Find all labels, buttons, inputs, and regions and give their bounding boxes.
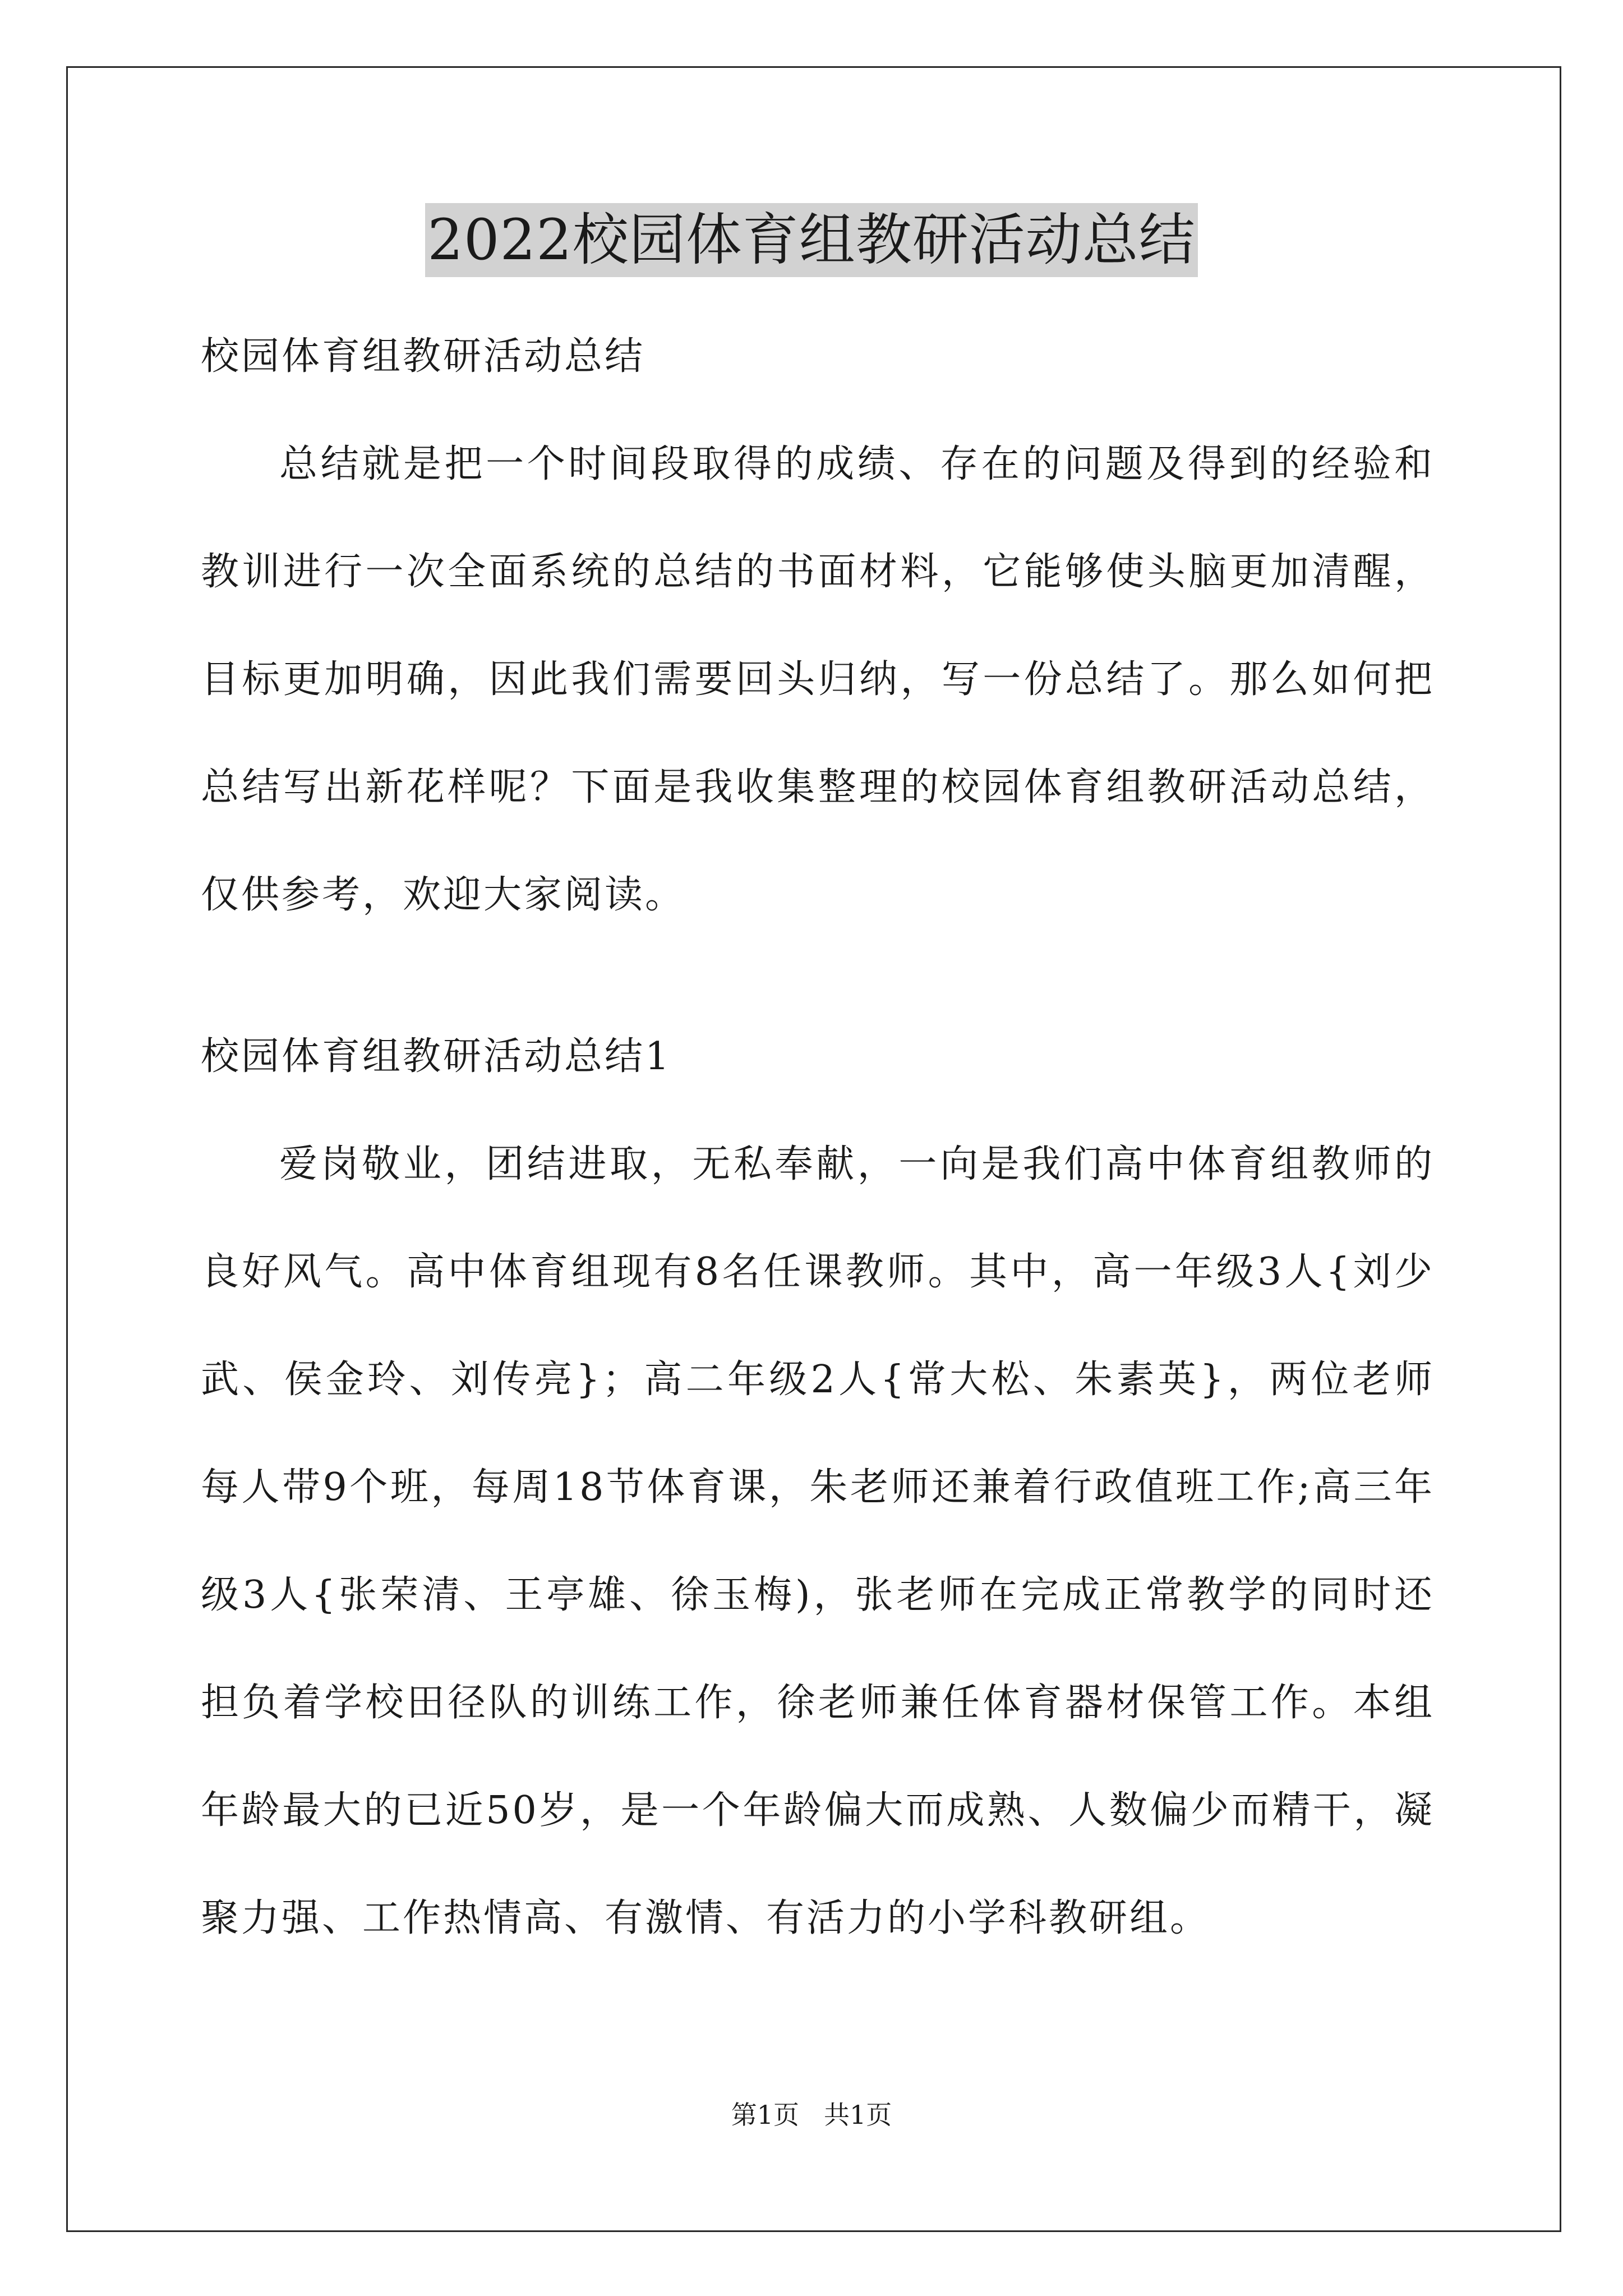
page-footer xyxy=(0,2098,1623,2132)
page-number: 第1页 xyxy=(731,2100,799,2130)
document-subtitle: 校园体育组教研活动总结 xyxy=(201,334,645,379)
document-body xyxy=(201,303,1435,1972)
section-gap xyxy=(201,949,1435,1003)
intro-paragraph: 总结就是把一个时间段取得的成绩、存在的问题及得到的经验和教训进行一次全面系统的总结的书面材料，它能够使头脑更加清醒，目标更加明确，因此我们需要回头归纳，写一份总结了。那么如何把总结写出新花样呢？下面是我收集整理的校园体育组教研活动总结，仅供参考，欢迎大家阅读。 xyxy=(201,442,1435,917)
page-total: 共1页 xyxy=(824,2100,892,2130)
section-1-paragraph: 爱岗敬业，团结进取，无私奉献，一向是我们高中体育组教师的良好风气。高中体育组现有8名任课教师。其中，高一年级3人{刘少武、侯金玲、刘传亮}；高二年级2人{常大松、朱素英}，两位老师每人带9个班，每周18节体育课，朱老师还兼着行政值班工作;高三年级3人{张荣清、王亭雄、徐玉梅)，张老师在完成正常教学的同时还担负着学校田径队的训练工作，徐老师兼任体育器材保管工作。本组年龄最大的已近50岁，是一个年龄偏大而成熟、人数偏少而精干，凝聚力强、工作热情高、有激情、有活力的小学科教研组。 xyxy=(201,1142,1435,1940)
document-title: 2022校园体育组教研活动总结 xyxy=(425,203,1198,277)
title-container xyxy=(0,203,1623,277)
section-1-heading: 校园体育组教研活动总结1 xyxy=(201,1034,672,1079)
